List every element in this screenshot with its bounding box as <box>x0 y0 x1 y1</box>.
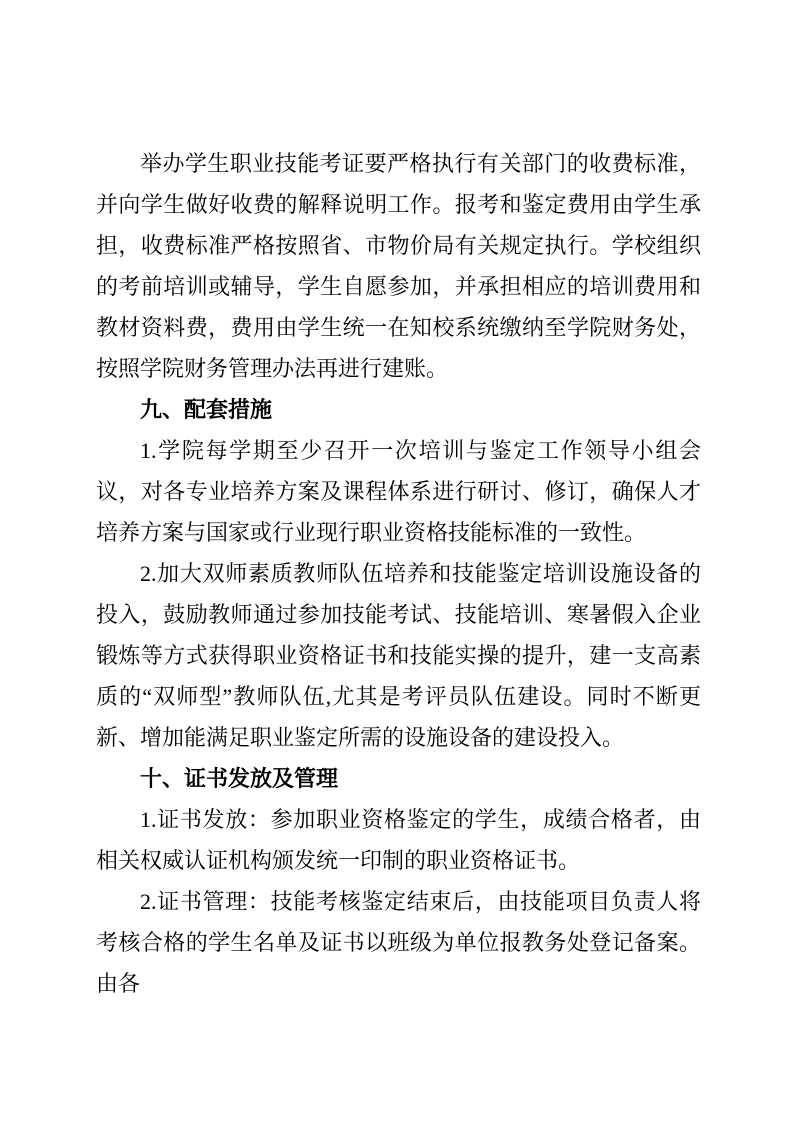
paragraph-9-item-1-leading-group-meeting: 1.学院每学期至少召开一次培训与鉴定工作领导小组会议，对各专业培养方案及课程体系进行研讨、修订，确保人才培养方案与国家或行业现行职业资格技能标准的一致性。 <box>96 438 701 545</box>
paragraph-9-item-2-teacher-team-investment: 2.加大双师素质教师队伍培养和技能鉴定培训设施设备的投入，鼓励教师通过参加技能考试、技能培训、寒暑假入企业锻炼等方式获得职业资格证书和技能实操的提升，建一支高素质的“双师型”教师队伍,尤其是考评员队伍建设。同时不断更新、增加能满足职业鉴定所需的设施设备的建设投入。 <box>96 561 701 750</box>
document-content <box>96 143 701 1004</box>
paragraph-10-item-1-certificate-issuance: 1.证书发放：参加职业资格鉴定的学生，成绩合格者，由相关权威认证机构颁发统一印制的职业资格证书。 <box>96 807 701 873</box>
section-heading-10-certificate-issuance-management: 十、证书发放及管理 <box>140 766 339 791</box>
section-heading-9-supporting-measures: 九、配套措施 <box>140 397 273 422</box>
paragraph-10-item-2-certificate-management: 2.证书管理：技能考核鉴定结束后，由技能项目负责人将考核合格的学生名单及证书以班级为单位报教务处登记备案。由各 <box>96 889 701 996</box>
paragraph-exam-fees: 举办学生职业技能考证要严格执行有关部门的收费标准，并向学生做好收费的解释说明工作。报考和鉴定费用由学生承担，收费标准严格按照省、市物价局有关规定执行。学校组织的考前培训或辅导，学生自愿参加，并承担相应的培训费用和教材资料费，费用由学生统一在知校系统缴纳至学院财务处，按照学院财务管理办法再进行建账。 <box>96 151 701 381</box>
